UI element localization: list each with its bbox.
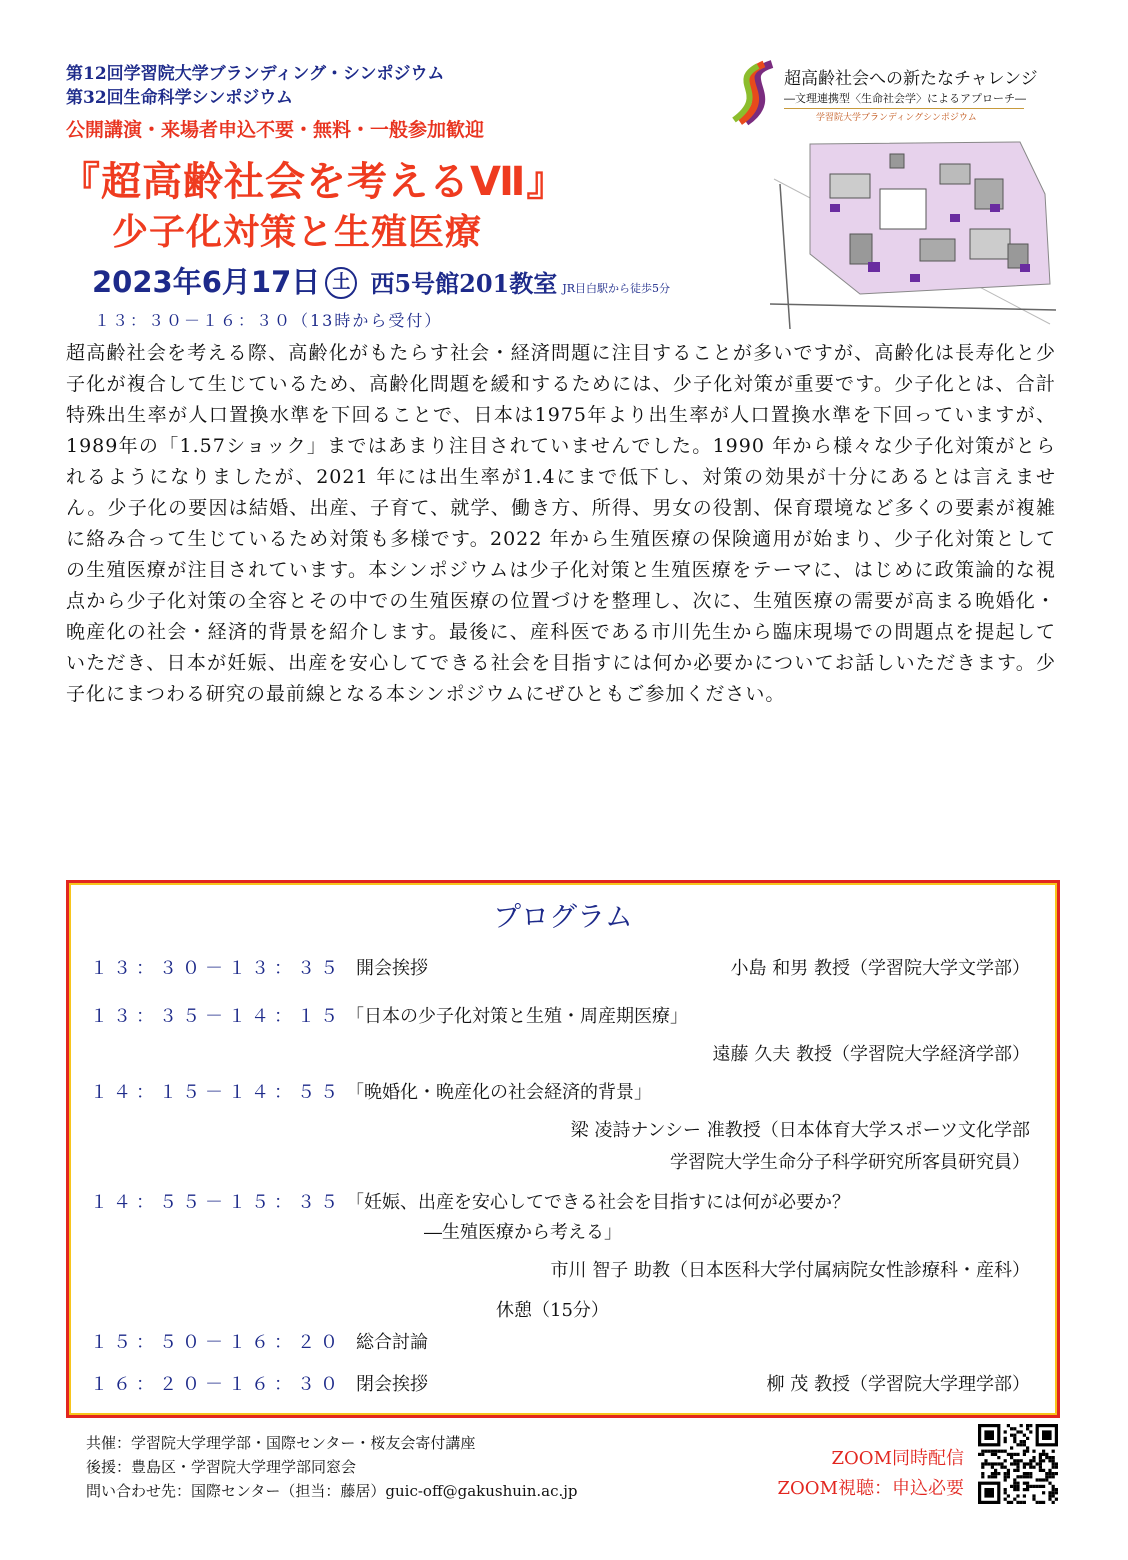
zoom-registration: ZOOM視聴：申込必要 — [777, 1478, 964, 1499]
program-time: １６：２０－１６：３０ — [90, 1374, 343, 1395]
program-speaker-affiliation: 学習院大学生命分子科学研究所客員研究員） — [670, 1152, 1030, 1173]
event-date: 2023年6月17日 — [92, 265, 321, 299]
program-time: １５：５０－１６：２０ — [90, 1332, 343, 1353]
date-line — [92, 260, 670, 301]
program-title: 「日本の少子化対策と生殖・周産期医療」 — [346, 1006, 688, 1027]
program-speaker: 柳 茂 教授（学習院大学理学部） — [766, 1374, 1030, 1395]
program-time: １３：３５－１４：１５ — [90, 1006, 343, 1027]
footer-contact: 問い合わせ先：国際センター（担当：藤居）guic-off@gakushuin.ac.jp — [86, 1482, 578, 1500]
program-heading: プログラム — [493, 900, 633, 933]
program-speaker: 市川 智子 助教（日本医科大学付属病院女性診療科・産科） — [550, 1260, 1030, 1281]
symposium-line-1: 第12回学習院大学ブランディング・シンポジウム — [66, 64, 445, 84]
campus-map-image — [770, 134, 1056, 330]
program-title-cont: ―生殖医療から考える」 — [424, 1222, 622, 1243]
logo — [724, 60, 1038, 126]
qr-code-image — [978, 1424, 1058, 1504]
program-speaker: 小島 和男 教授（学習院大学文学部） — [730, 958, 1030, 979]
program-speaker: 遠藤 久夫 教授（学習院大学経済学部） — [712, 1044, 1030, 1065]
program-title: 「晩婚化・晩産化の社会経済的背景」 — [346, 1082, 652, 1103]
program-title: 閉会挨拶 — [356, 1374, 428, 1395]
program-time: １４：５５－１５：３５ — [90, 1192, 343, 1213]
qr-code-icon[interactable] — [978, 1424, 1058, 1504]
program-speaker: 梁 凌詩ナンシー 准教授（日本体育大学スポーツ文化学部 — [570, 1120, 1030, 1141]
footer-host: 共催：学習院大学理学部・国際センター・桜友会寄付講座 — [86, 1434, 476, 1452]
weekday-badge: 土 — [325, 267, 357, 299]
description: 超高齢社会を考える際、高齢化がもたらす社会・経済問題に注目することが多いですが、高齢化は長寿化と少子化が複合して生じているため、高齢化問題を緩和するためには、少子化対策が重要です。少子化とは、合計特殊出生率が人口置換水準を下回ることで、日本は1975年より出生率が人口置換水準を下回っていますが、1989年の「1.57ショック」まではあまり注目されていませんでした。1990 年から様々な少子化対策がとられるようになりましたが、2021 年には出生率が1.4にまで低下し、対策の効果が十分にあるとは言えません。少子化の要因は結婚、出産、子育て、就学、働き方、所得、男女の役割、保育環境など多くの要素が複雑に絡み合って生じているため対策も多様です。2022 年から生殖医療の保険適用が始まり、少子化対策としての生殖医療が注目されています。本シンポジウムは少子化対策と生殖医療をテーマに、はじめに政策論的な視点から少子化対策の全容とその中での生殖医療の位置づけを整理し、次に、生殖医療の需要が高まる晩婚化・晩産化の社会・経済的背景を紹介します。最後に、産科医である市川先生から臨床現場での問題点を提起していただき、日本が妊娠、出産を安心してできる社会を目指すには何か必要かについてお話しいただきます。少子化にまつわる研究の最前線となる本シンポジウムにぜひともご参加ください。 — [66, 342, 1056, 705]
access-note: JR目白駅から徒歩5分 — [562, 282, 671, 295]
event-time: １３：３０－１６：３０（13時から受付） — [94, 311, 443, 330]
main-title: 『超高齢社会を考えるⅦ』 — [60, 159, 568, 205]
logo-subtitle: ―文理連携型〈生命社会学〉によるアプローチ― — [784, 92, 1026, 105]
venue: 西5号館201教室 — [370, 269, 558, 298]
logo-title: 超高齢社会への新たなチャレンジ — [784, 69, 1038, 89]
program-time: １３：３０－１３：３５ — [90, 958, 343, 979]
sub-title: 少子化対策と生殖医療 — [112, 212, 483, 253]
program-title: 総合討論 — [356, 1332, 428, 1353]
program-title: 開会挨拶 — [356, 958, 428, 979]
zoom-live: ZOOM同時配信 — [831, 1448, 964, 1469]
program-time: １４：１５－１４：５５ — [90, 1082, 343, 1103]
symposium-line-2: 第32回生命科学シンポジウム — [66, 88, 294, 108]
notice: 公開講演・来場者申込不要・無料・一般参加歓迎 — [66, 119, 485, 141]
program-break: 休憩（15分） — [496, 1300, 609, 1321]
footer-support: 後援：豊島区・学習院大学理学部同窓会 — [86, 1458, 357, 1476]
program-title: 「妊娠、出産を安心してできる社会を目指すには何が必要か？ — [346, 1192, 850, 1213]
logo-divider — [784, 108, 1024, 109]
campus-map — [770, 134, 1056, 330]
logo-tagline: 学習院大学ブランディングシンポジウム — [816, 113, 977, 123]
